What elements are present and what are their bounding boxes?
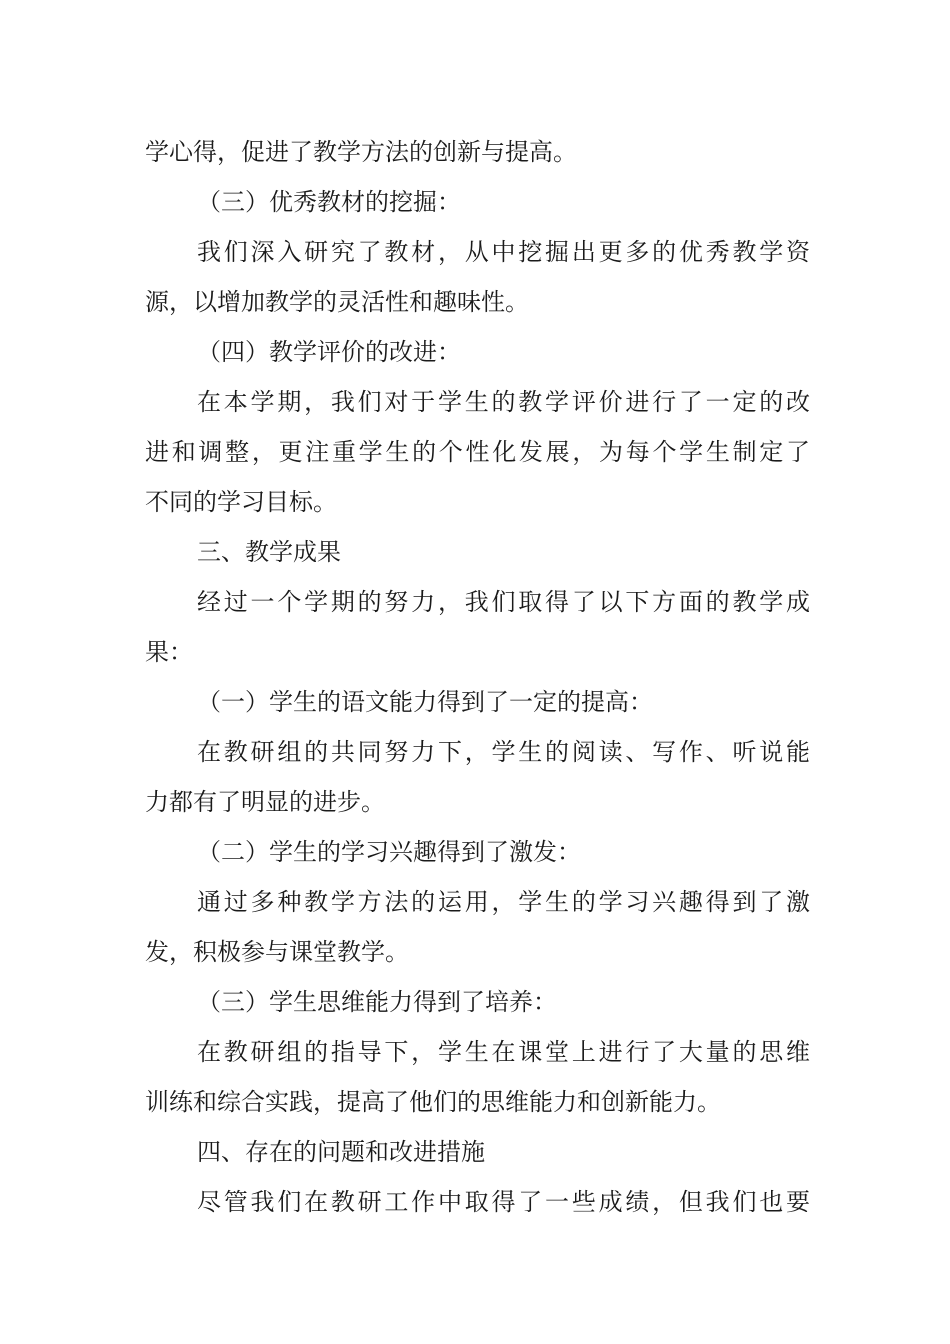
paragraph-line: 我们深入研究了教材，从中挖掘出更多的优秀教学资 bbox=[197, 238, 810, 266]
paragraph-line: 源，以增加教学的灵活性和趣味性。 bbox=[145, 288, 529, 316]
subheading-line: （一）学生的语文能力得到了一定的提高： bbox=[197, 688, 653, 716]
subheading-line: （四）教学评价的改进： bbox=[197, 338, 461, 366]
paragraph-line: 经过一个学期的努力，我们取得了以下方面的教学成 bbox=[197, 588, 810, 616]
paragraph-line: 训练和综合实践，提高了他们的思维能力和创新能力。 bbox=[145, 1088, 721, 1116]
subheading-line: （二）学生的学习兴趣得到了激发： bbox=[197, 838, 581, 866]
paragraph-line: 力都有了明显的进步。 bbox=[145, 788, 385, 816]
paragraph-line: 学心得，促进了教学方法的创新与提高。 bbox=[145, 138, 577, 166]
paragraph-line: 在教研组的共同努力下，学生的阅读、写作、听说能 bbox=[197, 738, 810, 766]
paragraph-line: 在教研组的指导下，学生在课堂上进行了大量的思维 bbox=[197, 1038, 810, 1066]
subheading-line: （三）学生思维能力得到了培养： bbox=[197, 988, 557, 1016]
paragraph-line: 不同的学习目标。 bbox=[145, 488, 337, 516]
paragraph-line: 在本学期，我们对于学生的教学评价进行了一定的改 bbox=[197, 388, 810, 416]
subheading-line: （三）优秀教材的挖掘： bbox=[197, 188, 461, 216]
section-heading: 三、教学成果 bbox=[197, 538, 341, 566]
section-heading: 四、存在的问题和改进措施 bbox=[197, 1138, 485, 1166]
paragraph-line: 进和调整，更注重学生的个性化发展，为每个学生制定了 bbox=[145, 438, 810, 466]
paragraph-line: 果： bbox=[145, 638, 193, 666]
paragraph-line: 尽管我们在教研工作中取得了一些成绩，但我们也要 bbox=[197, 1188, 810, 1216]
paragraph-line: 发，积极参与课堂教学。 bbox=[145, 938, 409, 966]
paragraph-line: 通过多种教学方法的运用，学生的学习兴趣得到了激 bbox=[197, 888, 810, 916]
